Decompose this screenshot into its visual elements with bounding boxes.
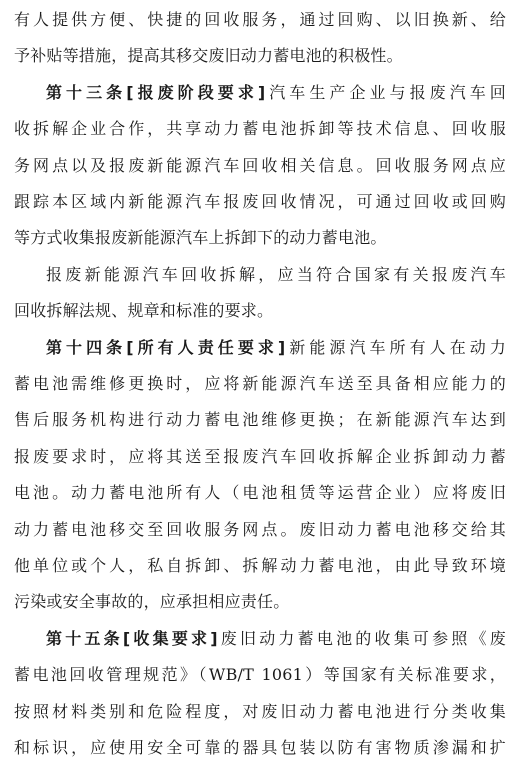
line-text: 和标识，应使用安全可靠的器具包装以防有害物质渗漏和扩: [14, 738, 506, 757]
text-line: [14, 588, 506, 616]
text-line: [14, 661, 506, 689]
text-line: [14, 698, 506, 726]
line-text: 废旧动力蓄电池的收集可参照《废: [217, 628, 506, 648]
article-heading: 第十四条[所有人责任要求]: [46, 337, 286, 357]
article-heading: 第十五条[收集要求]: [46, 628, 218, 648]
line-text: 按照材料类别和危险程度，对废旧动力蓄电池进行分类收集: [14, 701, 506, 721]
line-text: 收拆解企业合作，共享动力蓄电池拆卸等技术信息、回收服: [14, 119, 506, 139]
line-text: 他单位或个人，私自拆卸、拆解动力蓄电池，由此导致环境: [14, 556, 506, 575]
text-line: [14, 152, 506, 180]
text-line: [14, 406, 506, 434]
article-heading: 第十三条[报废阶段要求]: [46, 82, 266, 102]
text-line: [14, 224, 506, 252]
line-text: 汽车生产企业与报废汽车回: [265, 82, 506, 102]
line-text: 有人提供方便、快捷的回收服务，通过回购、以旧换新、给: [14, 10, 506, 29]
line-text: 蓄电池回收管理规范》（WB/T 1061）等国家有关标准要求，: [14, 665, 506, 685]
line-text: 蓄电池需维修更换时，应将新能源汽车送至具备相应能力的: [14, 374, 506, 393]
text-line: [46, 79, 506, 107]
line-text: 回收拆解法规、规章和标准的要求。: [14, 301, 274, 321]
text-line: [46, 261, 506, 289]
text-line: [14, 6, 506, 34]
line-text: 予补贴等措施，提高其移交废旧动力蓄电池的积极性。: [14, 46, 403, 66]
text-line: [14, 443, 506, 471]
text-line: [14, 516, 506, 544]
text-line: [46, 334, 506, 362]
text-line: [14, 734, 506, 762]
text-line: [14, 115, 506, 143]
text-line: [14, 188, 506, 216]
text-line: [14, 479, 506, 507]
line-text: 跟踪本区域内新能源汽车报废回收情况，可通过回收或回购: [14, 192, 506, 211]
line-text: 动力蓄电池移交至回收服务网点。废旧动力蓄电池移交给其: [14, 519, 506, 539]
line-text: 等方式收集报废新能源汽车上拆卸下的动力蓄电池。: [14, 228, 387, 248]
line-text: 报废新能源汽车回收拆解，应当符合国家有关报废汽车: [46, 264, 506, 284]
text-line: [46, 625, 506, 653]
line-text: 电池。动力蓄电池所有人（电池租赁等运营企业）应将废旧: [14, 483, 506, 503]
line-text: 污染或安全事故的，应承担相应责任。: [14, 592, 290, 612]
text-line: [14, 42, 506, 70]
line-text: 新能源汽车所有人在动力: [285, 337, 506, 357]
text-line: [14, 297, 506, 325]
text-line: [14, 552, 506, 580]
text-line: [14, 370, 506, 398]
line-text: 务网点以及报废新能源汽车回收相关信息。回收服务网点应: [14, 155, 506, 175]
line-text: 报废要求时，应将其送至报废汽车回收拆解企业拆卸动力蓄: [14, 446, 506, 466]
line-text: 售后服务机构进行动力蓄电池维修更换；在新能源汽车达到: [14, 410, 506, 430]
